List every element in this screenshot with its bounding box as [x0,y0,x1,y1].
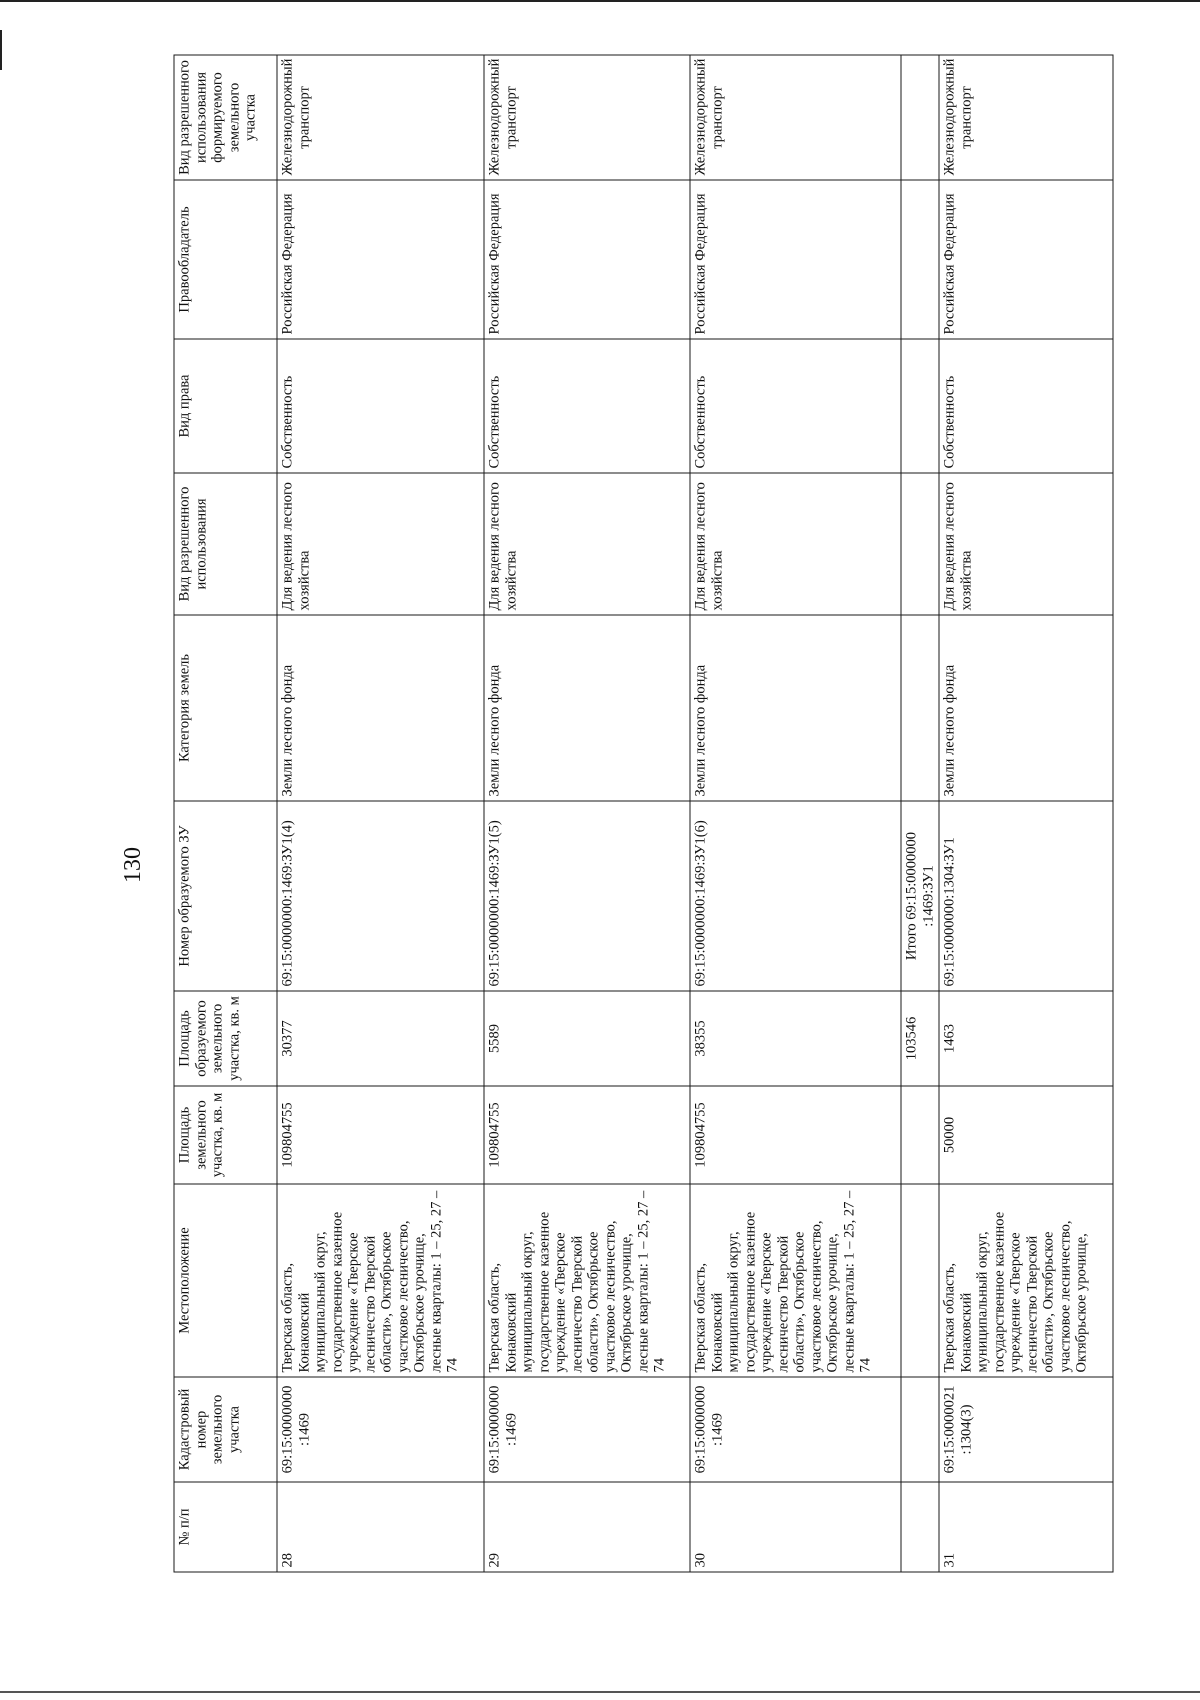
location: Тверская область, Конаковский муниципальный округ, государственное казенное учреждение «Тверское лесничество Тверской области», Октябрьское участковое лесничество, Октябрьское урочище, [939,1184,1113,1377]
new-plot-number: 69:15:0000000:1469:ЗУ1(6) [690,801,901,991]
empty-cell [901,473,939,615]
empty-cell [901,55,939,180]
empty-cell [901,1184,939,1377]
new-permitted-use: Железнодорожный транспорт [690,55,901,180]
scan-bottom-line [0,1691,1200,1693]
header-cell: Площадь образуемого земельного участка, кв. м [174,991,277,1086]
new-permitted-use: Железнодорожный транспорт [939,55,1113,180]
scan-top-line [0,0,1200,2]
plot-area: 50000 [939,1086,1113,1184]
cadastral-number: 69:15:0000021 :1304(3) [939,1377,1113,1482]
plot-area: 109804755 [277,1086,484,1184]
header-row [174,55,277,1572]
total-row [901,55,939,1572]
new-plot-area: 38355 [690,991,901,1086]
header-cell: Кадастровый номер земельного участка [174,1377,277,1482]
header-cell: Правообладатель [174,180,277,339]
table-row [277,55,484,1572]
land-category: Земли лесного фонда [484,615,690,801]
land-plot-table [174,55,1114,1573]
location: Тверская область, Конаковский муниципальный округ, государственное казенное учреждение «Тверское лесничество Тверской области», Октябрьское участковое лесничество, Октябрьское урочище, лесные кварталы: 1 – 25, 27 – 74 [690,1184,901,1377]
permitted-use: Для ведения лесного хозяйства [939,473,1113,615]
table-row [690,55,901,1572]
right-type: Собственность [277,339,484,473]
right-holder: Российская Федерация [484,180,690,339]
land-category: Земли лесного фонда [939,615,1113,801]
table-row [484,55,690,1572]
header-cell: № п/п [174,1482,277,1572]
new-permitted-use: Железнодорожный транспорт [484,55,690,180]
new-plot-number: 69:15:0000000:1304:ЗУ1 [939,801,1113,991]
header-cell: Вид разрешенного использования формируемого земельного участка [174,55,277,180]
new-permitted-use: Железнодорожный транспорт [277,55,484,180]
scan-left-mark [0,30,2,70]
permitted-use: Для ведения лесного хозяйства [690,473,901,615]
right-type: Собственность [690,339,901,473]
total-label: Итого 69:15:0000000 :1469:ЗУ1 [901,801,939,991]
header-cell: Площадь земельного участка, кв. м [174,1086,277,1184]
new-plot-area: 5589 [484,991,690,1086]
new-plot-area: 1463 [939,991,1113,1086]
cadastral-number: 69:15:0000000 :1469 [484,1377,690,1482]
new-plot-number: 69:15:0000000:1469:ЗУ1(4) [277,801,484,991]
page-number: 130 [120,847,146,883]
header-cell: Номер образуемого ЗУ [174,801,277,991]
empty-cell [901,180,939,339]
cadastral-number: 69:15:0000000 :1469 [690,1377,901,1482]
row-number: 31 [939,1482,1113,1572]
location: Тверская область, Конаковский муниципальный округ, государственное казенное учреждение «Тверское лесничество Тверской области», Октябрьское участковое лесничество, Октябрьское урочище, лесные кварталы: 1 – 25, 27 – 74 [484,1184,690,1377]
row-number: 30 [690,1482,901,1572]
row-number: 28 [277,1482,484,1572]
plot-area: 109804755 [484,1086,690,1184]
header-cell: Вид права [174,339,277,473]
empty-cell [901,1482,939,1572]
new-plot-number: 69:15:0000000:1469:ЗУ1(5) [484,801,690,991]
right-holder: Российская Федерация [277,180,484,339]
right-type: Собственность [484,339,690,473]
permitted-use: Для ведения лесного хозяйства [277,473,484,615]
total-area: 103546 [901,991,939,1086]
header-cell: Категория земель [174,615,277,801]
location: Тверская область, Конаковский муниципальный округ, государственное казенное учреждение «Тверское лесничество Тверской области», Октябрьское участковое лесничество, Октябрьское урочище, лесные кварталы: 1 – 25, 27 – 74 [277,1184,484,1377]
cadastral-number: 69:15:0000000 :1469 [277,1377,484,1482]
new-plot-area: 30377 [277,991,484,1086]
empty-cell [901,1086,939,1184]
table-row [939,55,1113,1572]
empty-cell [901,615,939,801]
land-category: Земли лесного фонда [277,615,484,801]
register-table-wrapper [174,56,1112,1573]
empty-cell [901,339,939,473]
header-cell: Вид разрешенного использования [174,473,277,615]
right-type: Собственность [939,339,1113,473]
right-holder: Российская Федерация [939,180,1113,339]
empty-cell [901,1377,939,1482]
row-number: 29 [484,1482,690,1572]
right-holder: Российская Федерация [690,180,901,339]
plot-area: 109804755 [690,1086,901,1184]
land-category: Земли лесного фонда [690,615,901,801]
header-cell: Местоположение [174,1184,277,1377]
permitted-use: Для ведения лесного хозяйства [484,473,690,615]
